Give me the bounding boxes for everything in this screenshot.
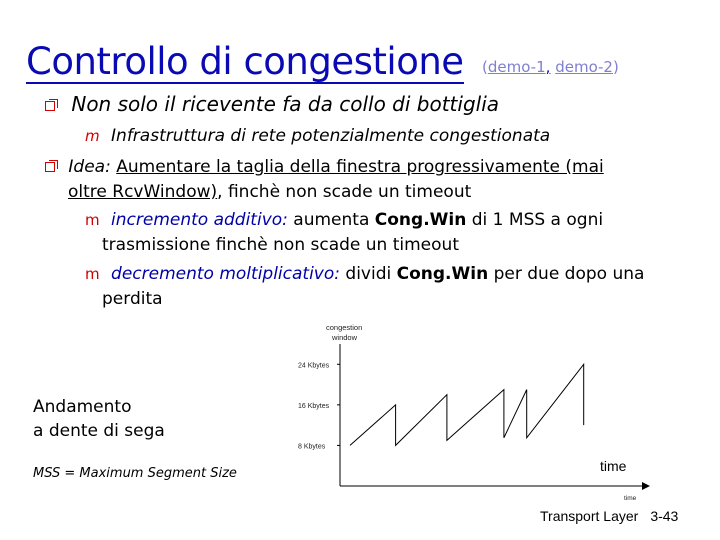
page-number: 3-43 — [650, 508, 679, 524]
paren-open: ( — [482, 58, 488, 76]
sub-1-post: di 1 MSS a ogni — [466, 210, 604, 230]
y-tick-label: 8 Kbytes — [298, 443, 326, 451]
sub-2-post: per due dopo una — [488, 264, 645, 284]
sawtooth-caption — [33, 395, 165, 443]
congestion-window-series — [350, 364, 584, 445]
x-axis-title-small: time — [624, 495, 637, 502]
bullet-2-sub-1-cont: trasmissione finchè non scade un timeout — [102, 235, 459, 255]
bullet-2-sub-2 — [85, 264, 644, 284]
sub-1-pre: aumenta — [287, 210, 375, 230]
demo-2-link[interactable]: demo-2 — [555, 58, 613, 76]
bullet-1-sub-text: Infrastruttura di rete potenzialmente congestionata — [111, 126, 551, 146]
paren-close: ) — [612, 58, 619, 76]
additive-increase-label: incremento additivo: — [111, 210, 288, 230]
y-tick-label: 24 Kbytes — [298, 362, 330, 370]
demo-links — [482, 58, 619, 76]
sawtooth-chart — [280, 318, 660, 508]
bullet-2-cont — [68, 182, 471, 202]
page-title: Controllo di congestione — [26, 40, 464, 83]
bullet-2-sub-1 — [85, 210, 603, 230]
y-tick-label: 16 Kbytes — [298, 402, 330, 410]
y-axis-title-2: window — [332, 333, 358, 342]
checkbox-bullet-icon — [45, 162, 55, 172]
bullet-1-sub — [85, 126, 550, 146]
sub-bullet-icon: m — [85, 265, 100, 283]
bullet-2 — [45, 157, 604, 177]
bullet-2-sub-2-cont: perdita — [102, 289, 163, 309]
bullet-2-text-cont: oltre RcvWindow) — [68, 182, 218, 202]
link-separator: , — [545, 58, 551, 76]
checkbox-bullet-icon — [45, 101, 55, 111]
sub-bullet-icon: m — [85, 211, 100, 229]
bullet-1-text: Non solo il ricevente fa da collo di bottiglia — [71, 92, 500, 116]
caption-line-1: Andamento — [33, 397, 132, 417]
multiplicative-decrease-label: decremento moltiplicativo: — [111, 264, 340, 284]
congwin-term: Cong.Win — [374, 210, 467, 230]
mss-definition: MSS = Maximum Segment Size — [33, 466, 237, 481]
caption-line-2: a dente di sega — [33, 421, 165, 441]
sub-bullet-icon: m — [85, 127, 100, 145]
bullet-1 — [45, 92, 499, 116]
time-label: time — [600, 458, 627, 474]
demo-1-link[interactable]: demo-1 — [487, 58, 546, 76]
footer — [540, 508, 678, 524]
congwin-term: Cong.Win — [396, 264, 489, 284]
sub-2-pre: dividi — [340, 264, 397, 284]
bullet-2-text-rest: , finchè non scade un timeout — [217, 182, 472, 202]
bullet-2-label: Idea: — [68, 157, 111, 177]
footer-course: Transport Layer — [540, 508, 639, 524]
bullet-2-text: Aumentare la taglia della finestra progressivamente (mai — [116, 157, 604, 177]
y-axis-title: congestion — [326, 323, 363, 332]
